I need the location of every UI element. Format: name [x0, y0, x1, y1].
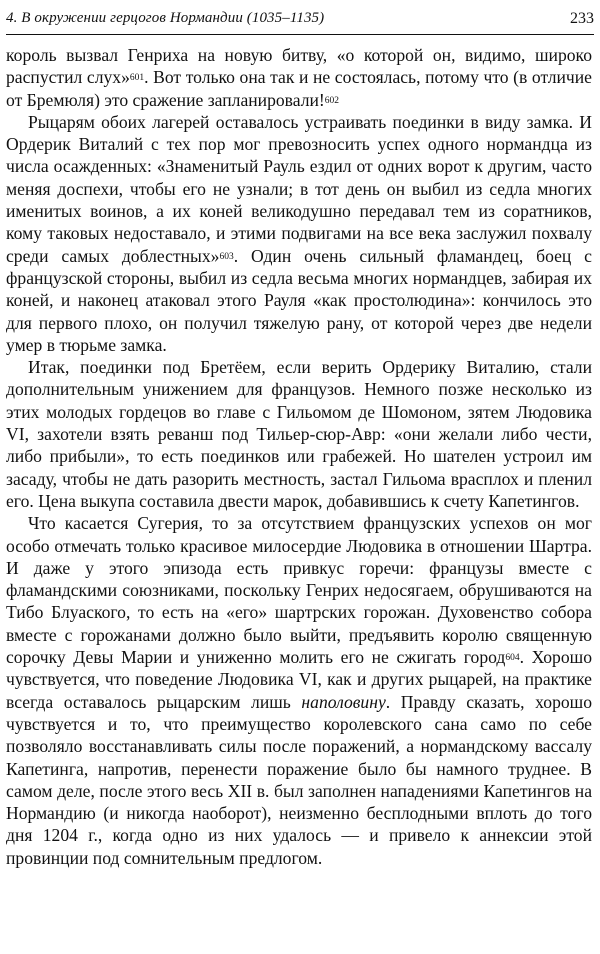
- text-run: . Вот только она так и не состоялась, потому что (в отличие от Бремюля) это сражение запланировали!: [6, 67, 592, 110]
- paragraph-continuation: [6, 44, 592, 111]
- body-text: [6, 44, 592, 869]
- footnote-ref: 603: [219, 251, 234, 262]
- text-run: Итак, поединки под Бретёем, если верить Ордерику Виталию, стали дополнительным унижением для французов. Немного позже несколько из этих молодых гордецов во главе с Гильомом де Шомоном, зятем Людовика VI, захотели взять реванш под Тильер-сюр-Авр: «они желали либо чести, либо прибыли», то есть поединков или грабежей. Но шателен устроил им засаду, чтобы не дать разорить местность, застал Гильома врасплох и пленил его. Цена выкупа составила двести марок, добавившись к счету Капетингов.: [6, 357, 592, 511]
- running-header: [6, 8, 594, 35]
- text-run: . Правду сказать, хорошо чувствуется и то, что преимущество королевского сана само по себе позволяло восстанавливать силы после поражений, а нормандскому вассалу Капетинга, напротив, перенести поражение было бы намного труднее. В самом деле, после этого весь XII в. был заполнен нападениями Капетингов на Нормандию (и никогда наоборот), неизменно бесплодными вплоть до того дня 1204 г., когда одно из них удалось — и привело к аннексии этой провинции под сомнительным предлогом.: [6, 691, 593, 868]
- text-run: . Один очень сильный фламандец, боец с французской стороны, выбил из седла весьма многих нормандцев, забирая их коней, и наконец атаковал этого Рауля «как простолюдина»: кончилось это для первого плохо, он получил тяжелую рану, от которой через две недели умер в тюрьме замка.: [6, 245, 592, 355]
- text-run: . Хорошо чувствуется, что поведение Людовика VI, как и других рыцарей, на практике всегда оставалось рыцарским лишь: [6, 647, 592, 712]
- text-run: король вызвал Генриха на новую битву, «о которой он, видимо, широко распустил слух»: [6, 45, 592, 88]
- footnote-ref: 604: [505, 653, 520, 664]
- paragraph-tournaments: [6, 111, 592, 356]
- paragraph-suger: [6, 512, 592, 869]
- text-run: Рыцарям обоих лагерей оставалось устраивать поединки в виду замка. И Ордерик Виталий с тех пор мог превозносить успех одного нормандца из числа осажденных: «Знаменитый Рауль ездил от одних ворот к другим, часто меняя доспехи, чтобы его не узнали; в тот день он выбил из седла многих именитых воинов, а их коней великодушно передавал тем из соратников, кому таковых недоставало, и этими подвигами на все века заслужил похвалу среди самых доблестных»: [6, 111, 592, 266]
- footnote-ref: 602: [324, 95, 340, 106]
- emphasis-text: наполовину: [301, 691, 386, 712]
- footnote-ref: 601: [129, 73, 145, 84]
- page-number: 233: [570, 10, 594, 27]
- running-title: 4. В окружении герцогов Нормандии (1035–1135): [6, 10, 325, 26]
- paragraph-breteuil: [6, 356, 592, 512]
- text-run: Что касается Сугерия, то за отсутствием французских успехов он мог особо отмечать только красивое милосердие Людовика в отношении Шартра. И даже у этого эпизода есть привкус горечи: французы вместе с фламандскими союзниками, поскольку Генрих недосягаем, обрушиваются на Тибо Блуаского, то есть на «его» шартрских горожан. Духовенство собора вместе с горожанами должно было выйти, предъявить королю священную сорочку Девы Марии и униженно молить его не сжигать город: [6, 513, 592, 668]
